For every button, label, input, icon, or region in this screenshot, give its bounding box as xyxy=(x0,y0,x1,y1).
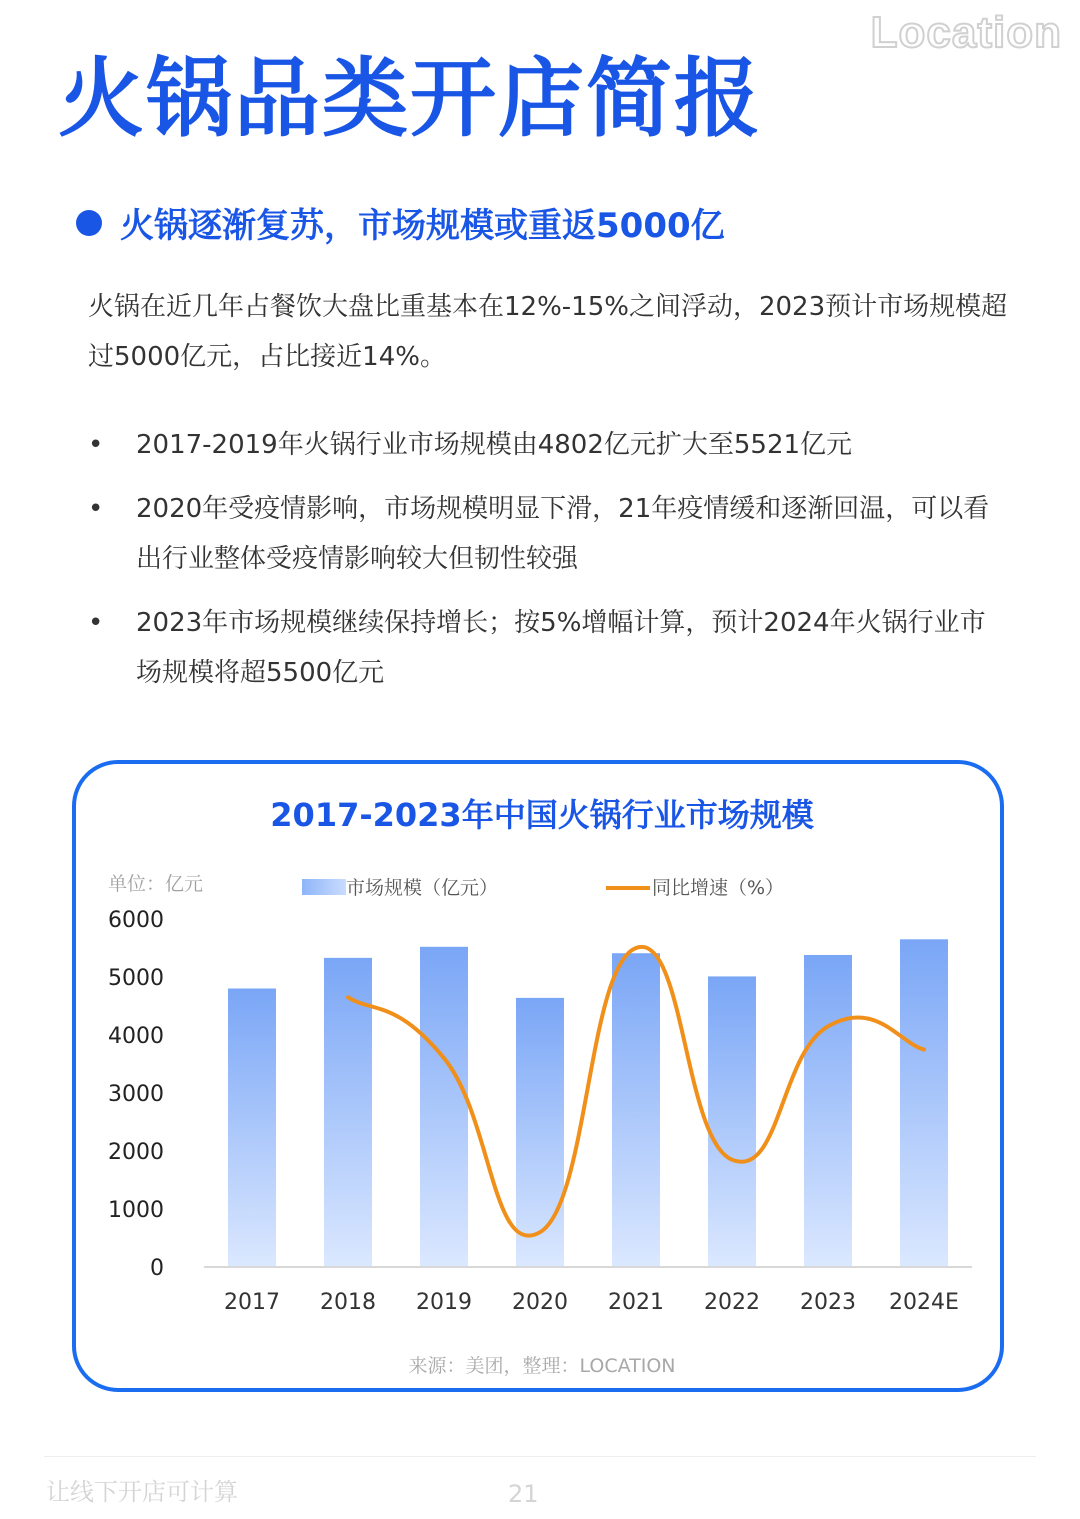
legend-line-label: 同比增速（%） xyxy=(652,877,785,899)
subtitle-bullet-icon xyxy=(76,210,102,236)
bar-2021 xyxy=(612,953,660,1267)
chart-title: 2017-2023年中国火锅行业市场规模 xyxy=(270,796,814,834)
brand-logo: Location xyxy=(870,8,1062,57)
bullet-item xyxy=(88,420,1008,470)
y-tick-label: 2000 xyxy=(108,1140,164,1165)
chart-unit-label: 单位：亿元 xyxy=(108,873,204,895)
x-tick-label: 2022 xyxy=(704,1290,760,1315)
x-tick-label: 2017 xyxy=(224,1290,280,1315)
bullet-marker: • xyxy=(88,608,104,638)
bar-2024E xyxy=(900,939,948,1267)
subtitle-text: 火锅逐渐复苏，市场规模或重返5000亿 xyxy=(120,206,725,246)
footer-slogan: 让线下开店可计算 xyxy=(46,1478,238,1506)
x-tick-label: 2023 xyxy=(800,1290,856,1315)
intro-paragraph: 火锅在近几年占餐饮大盘比重基本在12%-15%之间浮动，2023预计市场规模超过5000亿元，占比接近14%。 xyxy=(88,292,1008,372)
legend-bar-label: 市场规模（亿元） xyxy=(346,877,499,899)
bar-2017 xyxy=(228,988,276,1267)
bar-2022 xyxy=(708,976,756,1267)
bar-2020 xyxy=(516,998,564,1267)
section-subtitle xyxy=(76,198,725,247)
bar-2023 xyxy=(804,955,852,1267)
footer-divider xyxy=(44,1456,1036,1457)
bullet-text: 2020年受疫情影响，市场规模明显下滑，21年疫情缓和逐渐回温，可以看出行业整体受疫情影响较大但韧性较强 xyxy=(136,494,990,574)
page-title: 火锅品类开店简报 xyxy=(58,49,762,149)
x-tick-label: 2021 xyxy=(608,1290,664,1315)
y-tick-label: 1000 xyxy=(108,1198,164,1223)
market-size-chart xyxy=(76,764,1000,1388)
x-tick-label: 2024E xyxy=(889,1290,959,1315)
x-tick-label: 2019 xyxy=(416,1290,472,1315)
bullet-list xyxy=(88,420,1008,712)
bullet-item xyxy=(88,484,1008,584)
bullet-marker: • xyxy=(88,494,104,524)
x-tick-label: 2020 xyxy=(512,1290,568,1315)
y-tick-label: 4000 xyxy=(108,1024,164,1049)
y-tick-label: 0 xyxy=(150,1256,164,1281)
bullet-text: 2023年市场规模继续保持增长；按5%增幅计算，预计2024年火锅行业市场规模将超5500亿元 xyxy=(136,608,986,688)
bars xyxy=(228,939,948,1267)
y-axis xyxy=(108,908,164,1281)
chart-source: 来源：美团，整理：LOCATION xyxy=(408,1355,676,1377)
page-number: 21 xyxy=(508,1480,539,1508)
bullet-marker: • xyxy=(88,430,104,460)
y-tick-label: 6000 xyxy=(108,908,164,933)
x-axis xyxy=(224,1290,959,1315)
chart-card xyxy=(72,760,1004,1392)
y-tick-label: 5000 xyxy=(108,966,164,991)
bullet-item xyxy=(88,598,1008,698)
legend-bar-swatch xyxy=(302,879,346,895)
bar-2019 xyxy=(420,947,468,1267)
bullet-text: 2017-2019年火锅行业市场规模由4802亿元扩大至5521亿元 xyxy=(136,430,853,460)
x-tick-label: 2018 xyxy=(320,1290,376,1315)
y-tick-label: 3000 xyxy=(108,1082,164,1107)
